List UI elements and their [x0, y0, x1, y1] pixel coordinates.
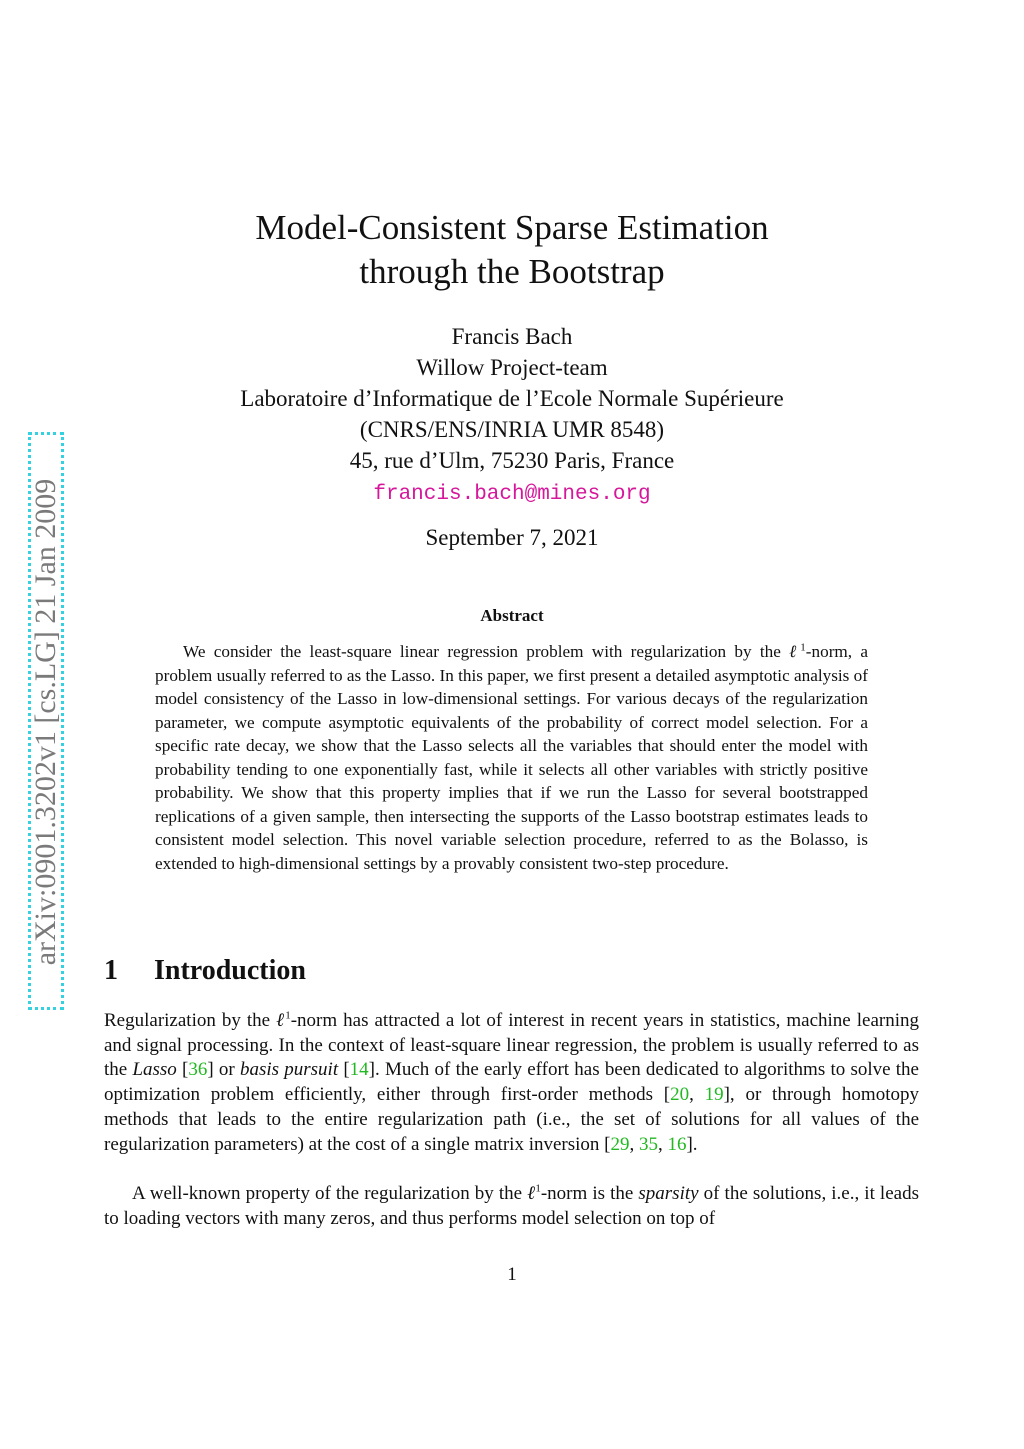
- intro-paragraph-1: Regularization by the ℓ$^1$-norm has attracted a lot of interest in recent years in statistics, machine learning and signal processing. In the context of least-square linear regression, the problem is usually referred to as the Lasso [36] or basis pursuit [14]. Much of the early effort has been dedicated to algorithms to solve the optimization problem efficiently, either through first-order methods [20, 19], or through homotopy methods that leads to the entire regularization path (i.e., the set of solutions for all values of the regularization parameters) at the cost of a single matrix inversion [29, 35, 16].: [104, 1009, 919, 1155]
- author-name: Francis Bach: [451, 324, 573, 349]
- citation-link[interactable]: 36: [188, 1059, 208, 1081]
- citation-link[interactable]: 16: [667, 1133, 687, 1155]
- citation-link[interactable]: 29: [610, 1133, 630, 1155]
- paper-title: [150, 206, 874, 294]
- citation-link[interactable]: 20: [670, 1084, 690, 1106]
- author-address: 45, rue d’Ulm, 75230 Paris, France: [349, 448, 675, 473]
- arxiv-identifier[interactable]: arXiv:0901.3202v1 [cs.LG] 21 Jan 2009: [29, 478, 62, 966]
- section-title: Introduction: [154, 955, 306, 986]
- intro-paragraph-2: A well-known property of the regularization by the ℓ$^1$-norm is the sparsity of the solutions, i.e., it leads to loading vectors with many zeros, and thus performs model selection on top of: [104, 1182, 919, 1229]
- author-lab: Laboratoire d’Informatique de l’Ecole Normale Supérieure: [240, 386, 784, 411]
- page-number: 1: [507, 1264, 517, 1285]
- paper-date: September 7, 2021: [425, 525, 599, 550]
- author-umr: (CNRS/ENS/INRIA UMR 8548): [359, 417, 665, 442]
- citation-link[interactable]: 19: [704, 1084, 724, 1106]
- citation-link[interactable]: 35: [638, 1133, 658, 1155]
- citation-link[interactable]: 14: [349, 1059, 369, 1081]
- section-heading-introduction: [104, 955, 306, 987]
- abstract-heading: Abstract: [480, 606, 544, 625]
- author-email-link[interactable]: francis.bach@mines.org: [373, 483, 651, 506]
- section-number: 1: [104, 955, 118, 986]
- title-line-1: Model-Consistent Sparse Estimation: [255, 208, 769, 247]
- author-block: [150, 321, 874, 510]
- title-line-2: through the Bootstrap: [359, 252, 665, 291]
- author-team: Willow Project-team: [416, 355, 608, 380]
- abstract-text: We consider the least-square linear regression problem with regularization by the ℓ$^1$-norm, a problem usually referred to as the Lasso. In this paper, we first present a detailed asymptotic analysis of model consistency of the Lasso in low-dimensional settings. For various decays of the regularization parameter, we compute asymptotic equivalents of the probability of correct model selection. For a specific rate decay, we show that the Lasso selects all the variables that should enter the model with probability tending to one exponentially fast, while it selects all other variables with strictly positive probability. We show that this property implies that if we run the Lasso for several bootstrapped replications of a given sample, then intersecting the supports of the Lasso bootstrap estimates leads to consistent model selection. This novel variable selection procedure, referred to as the Bolasso, is extended to high-dimensional settings by a provably consistent two-step procedure.: [155, 641, 868, 873]
